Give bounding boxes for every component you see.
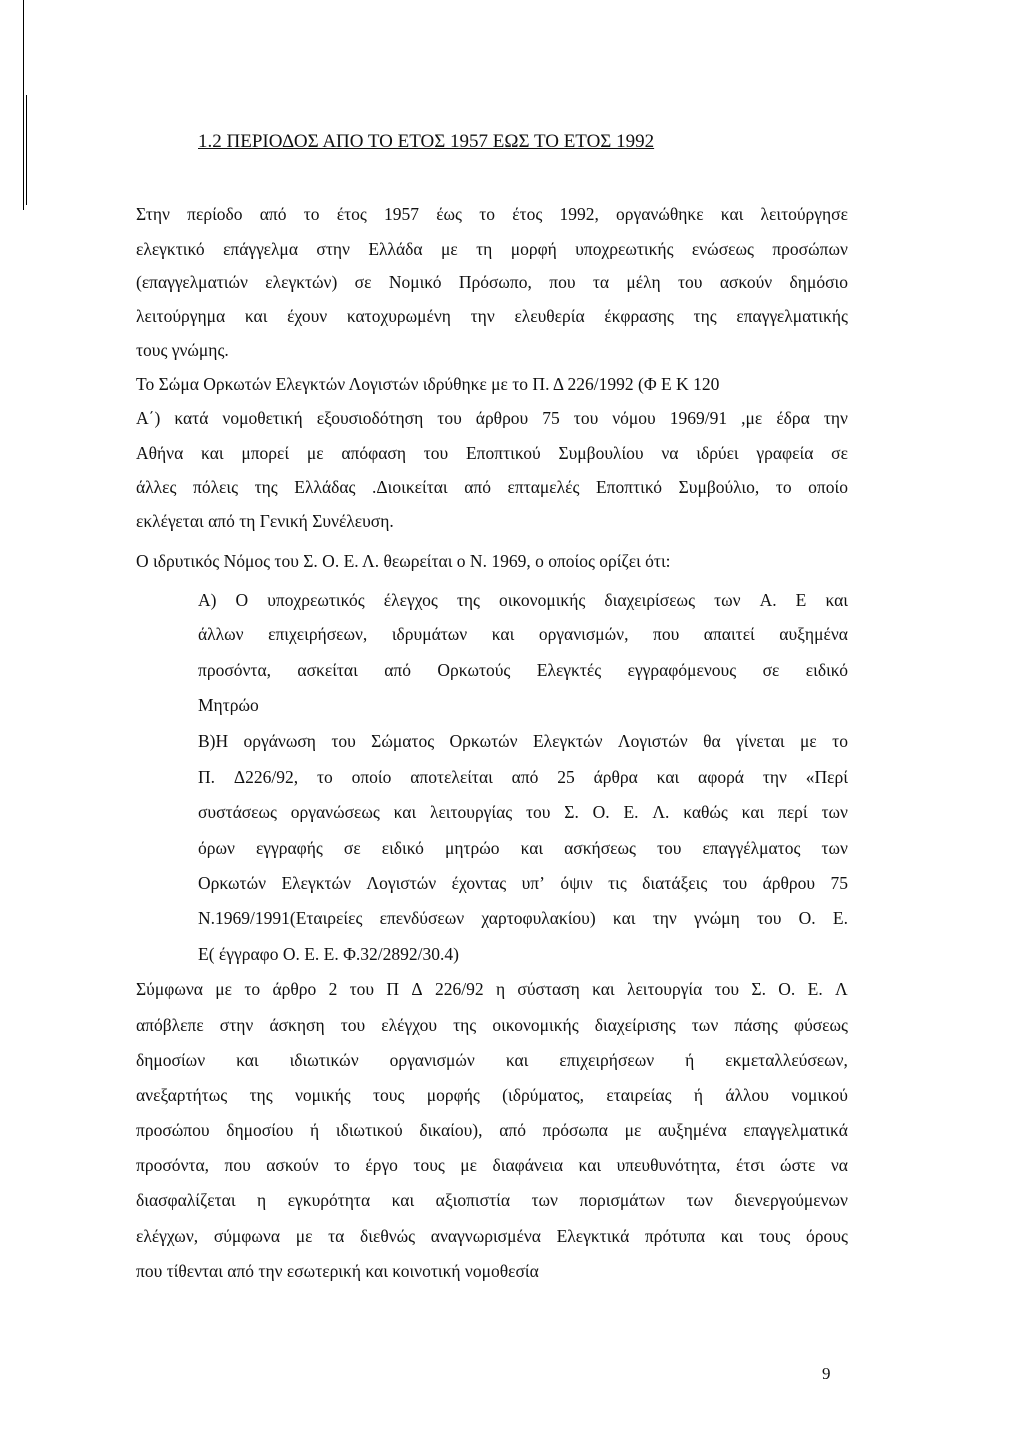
text-line: εκλέγεται από τη Γενική Συνέλευση. [136, 511, 394, 531]
text-line: που τίθενται από την εσωτερική και κοινοτική νομοθεσία [136, 1261, 539, 1281]
text-line: Α΄) κατά νομοθετική εξουσιοδότηση του άρθρου 75 του νόμου 1969/91 ,με έδρα την [136, 408, 848, 428]
text-line: Ε( έγγραφο Ο. Ε. Ε. Φ.32/2892/30.4) [198, 944, 459, 964]
text-line: προσόντα, ασκείται από Ορκωτούς Ελεγκτές εγγραφόμενους σε ειδικό [198, 660, 848, 680]
section-title: 1.2 ΠΕΡΙΟΔΟΣ ΑΠΟ ΤΟ ΕΤΟΣ 1957 ΕΩΣ ΤΟ ΕΤΟΣ 1992 [198, 131, 655, 152]
text-line: διασφαλίζεται η εγκυρότητα και αξιοπιστία των πορισμάτων των διενεργούμενων [136, 1190, 848, 1210]
scan-edge-line [26, 95, 27, 205]
text-line: άλλες πόλεις της Ελλάδας .Διοικείται από επταμελές Εποπτικό Συμβούλιο, το οποίο [136, 477, 848, 497]
text-line: δημοσίων και ιδιωτικών οργανισμών και επιχειρήσεων ή εκμεταλλεύσεων, [136, 1050, 848, 1070]
text-line: λειτούργημα και έχουν κατοχυρωμένη την ελευθερία έκφρασης της επαγγελματικής [136, 306, 848, 326]
scan-edge-line [23, 0, 24, 210]
text-line: Μητρώο [198, 695, 259, 715]
text-line: Π. Δ226/92, το οποίο αποτελείται από 25 άρθρα και αφορά την «Περί [198, 767, 848, 787]
text-line: Αθήνα και μπορεί με απόφαση του Εποπτικού Συμβουλίου να ιδρύει γραφεία σε [136, 443, 848, 463]
text-line: ελεγκτικό επάγγελμα στην Ελλάδα με τη μορφή υποχρεωτικής ενώσεως προσώπων [136, 239, 848, 259]
text-line: Στην περίοδο από το έτος 1957 έως το έτος 1992, οργανώθηκε και λειτούργησε [136, 204, 848, 224]
text-line: Το Σώμα Ορκωτών Ελεγκτών Λογιστών ιδρύθηκε με το Π. Δ 226/1992 (Φ Ε Κ 120 [136, 374, 720, 394]
text-line: προσόντα, που ασκούν το έργο τους με διαφάνεια και υπευθυνότητα, έτσι ώστε να [136, 1155, 848, 1175]
text-line: όρων εγγραφής σε ειδικό μητρώο και ασκήσεως του επαγγέλματος των [198, 838, 848, 858]
text-line: (επαγγελματιών ελεγκτών) σε Νομικό Πρόσωπο, που τα μέλη του ασκούν δημόσιο [136, 272, 848, 292]
page-number: 9 [822, 1364, 831, 1383]
text-line: Ορκωτών Ελεγκτών Λογιστών έχοντας υπ’ όψιν τις διατάξεις του άρθρου 75 [198, 873, 848, 893]
text-line: Σύμφωνα με το άρθρο 2 του Π Δ 226/92 η σύσταση και λειτουργία του Σ. Ο. Ε. Λ [136, 979, 848, 999]
text-line: Ο ιδρυτικός Νόμος του Σ. Ο. Ε. Λ. θεωρείται ο Ν. 1969, ο οποίος ορίζει ότι: [136, 551, 671, 571]
text-line: Ν.1969/1991(Εταιρείες επενδύσεων χαρτοφυλακίου) και την γνώμη του Ο. Ε. [198, 908, 848, 928]
text-line: ελέγχων, σύμφωνα με τα διεθνώς αναγνωρισμένα Ελεγκτικά πρότυπα και τους όρους [136, 1226, 848, 1246]
text-line: απόβλεπε στην άσκηση του ελέγχου της οικονομικής διαχείρισης των πάσης φύσεως [136, 1015, 848, 1035]
text-line: άλλων επιχειρήσεων, ιδρυμάτων και οργανισμών, που απαιτεί αυξημένα [198, 624, 848, 644]
text-line: συστάσεως οργανώσεως και λειτουργίας του Σ. Ο. Ε. Λ. καθώς και περί των [198, 802, 848, 822]
text-line: τους γνώμης. [136, 340, 229, 360]
text-line: προσώπου δημοσίου ή ιδιωτικού δικαίου), από πρόσωπα με αυξημένα επαγγελματικά [136, 1120, 848, 1140]
text-line: ανεξαρτήτως της νομικής τους μορφής (ιδρύματος, εταιρείας ή άλλου νομικού [136, 1085, 848, 1105]
text-line: Β)Η οργάνωση του Σώματος Ορκωτών Ελεγκτών Λογιστών θα γίνεται με το [198, 731, 848, 751]
text-line: Α) Ο υποχρεωτικός έλεγχος της οικονομικής διαχειρίσεως των Α. Ε και [198, 590, 848, 610]
